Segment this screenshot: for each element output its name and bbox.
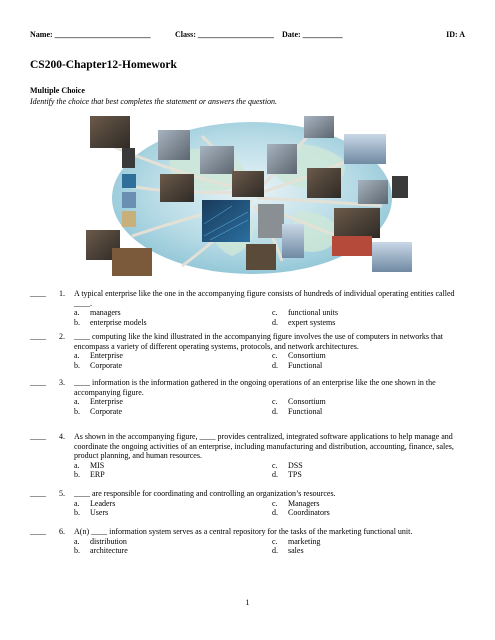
choices [74, 499, 470, 518]
question-4 [30, 432, 470, 480]
date-field: Date: __________ [282, 30, 343, 39]
choice-b[interactable]: b. architecture [74, 546, 128, 556]
question-stem: A(n) ____ information system serves as a central repository for the tasks of the marketing functional unit. [74, 527, 413, 536]
header-line [30, 30, 465, 42]
choice-b[interactable]: b. enterprise models [74, 317, 147, 327]
enterprise-network-figure [82, 116, 417, 276]
question-number: 3. [59, 378, 65, 387]
instructions: Identify the choice that best completes the statement or answers the question. [30, 97, 278, 106]
answer-blank[interactable]: ____ [30, 332, 46, 341]
choices [74, 397, 470, 416]
choice-b[interactable]: b. Users [74, 508, 109, 518]
choice-b[interactable]: b. Corporate [74, 360, 122, 370]
question-number: 1. [59, 289, 65, 298]
question-number: 5. [59, 489, 65, 498]
question-stem: ____ are responsible for coordinating and controlling an organization’s resources. [74, 489, 336, 498]
answer-blank[interactable]: ____ [30, 489, 46, 498]
choice-a[interactable]: a. Leaders [74, 498, 116, 508]
choice-b[interactable]: b. ERP [74, 470, 105, 480]
choice-c[interactable]: c. Consortium [272, 397, 326, 407]
choices [74, 351, 470, 370]
question-stem: As shown in the accompanying figure, ____ provides centralized, integrated software applications to help manage and coordinate the ongoing activities of an enterprise, including manufacturing and distribution, accounting, finance, sales, product planning, and human resources. [74, 432, 454, 461]
question-1 [30, 289, 470, 327]
choice-d[interactable]: d. sales [272, 546, 304, 556]
question-number: 4. [59, 432, 65, 441]
choice-c[interactable]: c. DSS [272, 460, 303, 470]
choices [74, 537, 470, 556]
class-field: Class: ___________________ [175, 30, 274, 39]
choice-c[interactable]: c. Managers [272, 498, 320, 508]
choice-a[interactable]: a. Enterprise [74, 397, 123, 407]
name-field: Name: ________________________ [30, 30, 151, 39]
choice-d[interactable]: d. TPS [272, 470, 302, 480]
choice-c[interactable]: c. marketing [272, 536, 321, 546]
answer-blank[interactable]: ____ [30, 289, 46, 298]
choices [74, 308, 470, 327]
choice-b[interactable]: b. Corporate [74, 406, 122, 416]
choice-a[interactable]: a. Enterprise [74, 351, 123, 361]
choice-a[interactable]: a. MIS [74, 460, 105, 470]
choice-d[interactable]: d. expert systems [272, 317, 336, 327]
page-title: CS200-Chapter12-Homework [30, 59, 177, 71]
page-number: 1 [245, 598, 250, 607]
question-5 [30, 489, 470, 518]
choice-d[interactable]: d. Coordinators [272, 508, 330, 518]
id-field: ID: A [446, 30, 465, 39]
choice-a[interactable]: a. distribution [74, 536, 127, 546]
choice-d[interactable]: d. Functional [272, 406, 323, 416]
question-3 [30, 378, 470, 416]
choice-a[interactable]: a. managers [74, 308, 121, 318]
choice-c[interactable]: c. functional units [272, 308, 338, 318]
choices [74, 461, 470, 480]
section-heading: Multiple Choice [30, 86, 85, 95]
question-number: 6. [59, 527, 65, 536]
question-stem: ____ computing like the kind illustrated in the accompanying figure involves the use of computers in networks that encompass a variety of different operating systems, protocols, and network architectures. [74, 332, 444, 351]
answer-blank[interactable]: ____ [30, 378, 46, 387]
choice-c[interactable]: c. Consortium [272, 351, 326, 361]
question-2 [30, 332, 470, 370]
question-6 [30, 527, 470, 556]
answer-blank[interactable]: ____ [30, 527, 46, 536]
question-number: 2. [59, 332, 65, 341]
question-stem: A typical enterprise like the one in the accompanying figure consists of hundreds of individual operating entities called ____. [74, 289, 455, 308]
answer-blank[interactable]: ____ [30, 432, 46, 441]
question-stem: ____ information is the information gathered in the ongoing operations of an enterprise like the one shown in the accompanying figure. [74, 378, 436, 397]
choice-d[interactable]: d. Functional [272, 360, 323, 370]
